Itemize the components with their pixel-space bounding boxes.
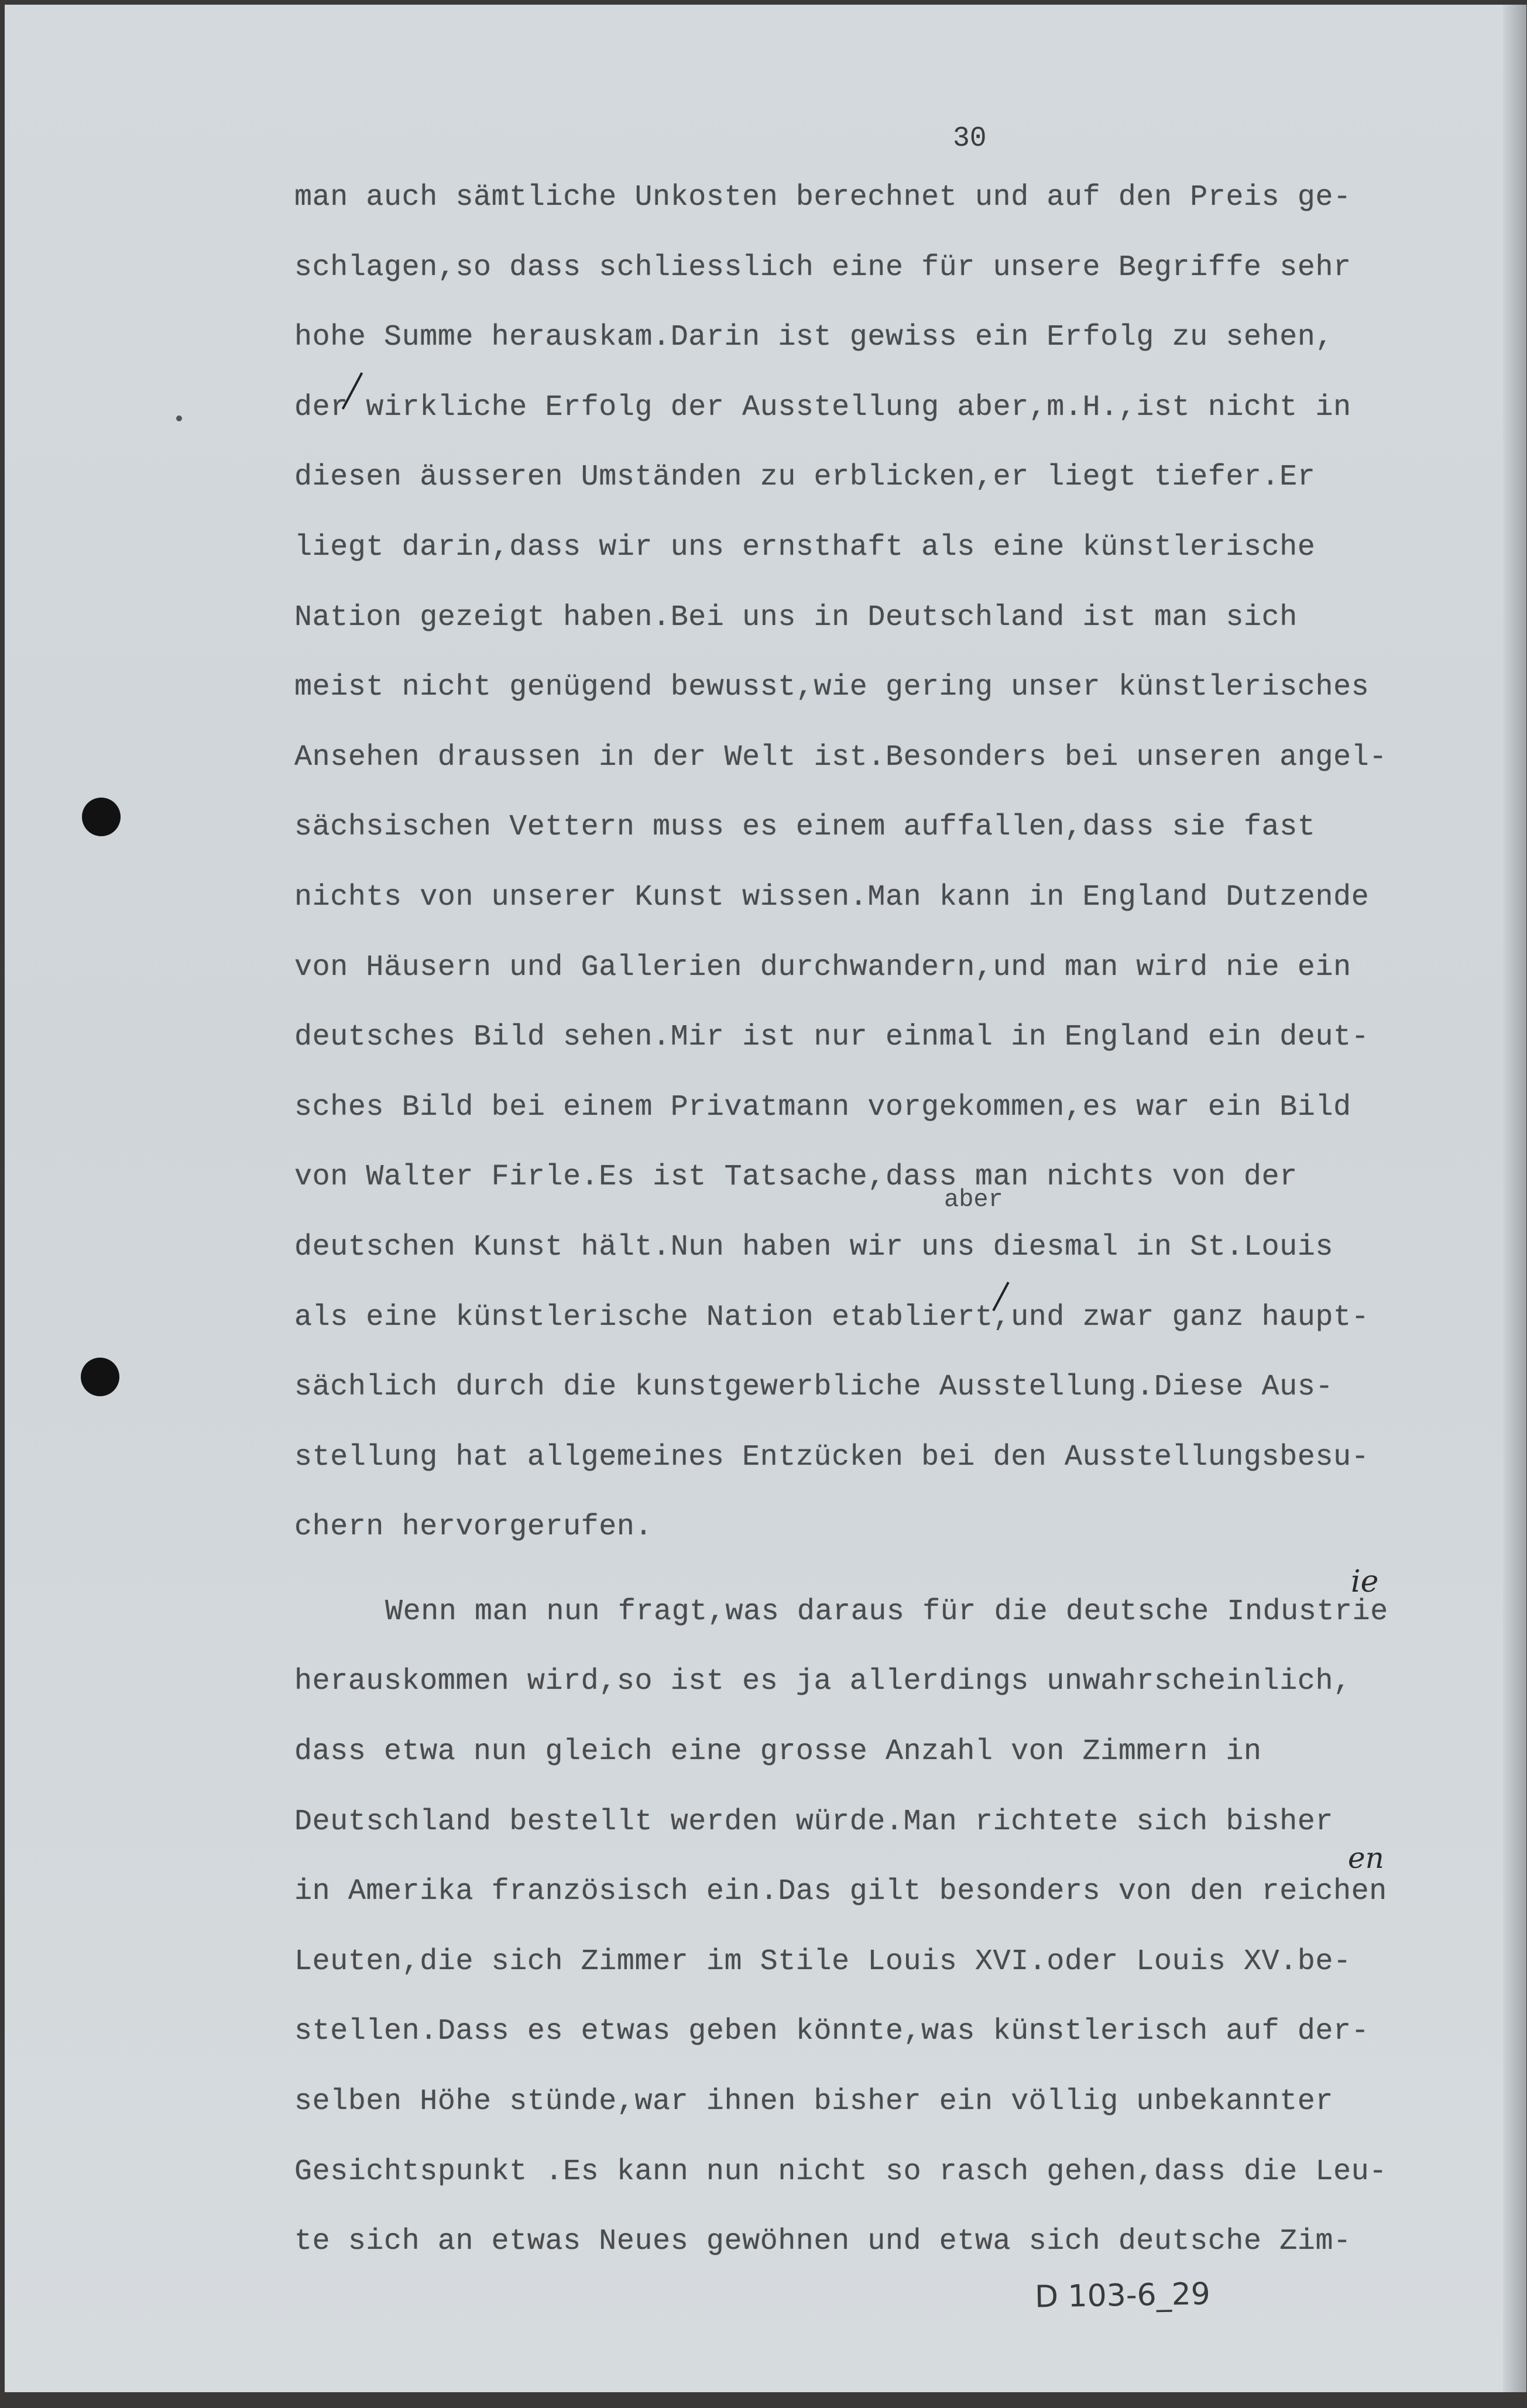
text-line: hohe Summe herauskam.Darin ist gewiss ein Erfolg zu sehen, — [294, 321, 1334, 355]
text-line: chern hervorgerufen. — [294, 1510, 653, 1544]
text-line: deutschen Kunst hält.Nun haben wir uns diesmal in St.Louis — [294, 1230, 1334, 1264]
text-line: sches Bild bei einem Privatmann vorgekommen,es war ein Bild — [294, 1090, 1351, 1124]
text-line: deutsches Bild sehen.Mir ist nur einmal in England ein deut- — [294, 1021, 1370, 1054]
text-line: als eine künstlerische Nation etabliert,und zwar ganz haupt- — [294, 1300, 1370, 1334]
handwritten-en: en — [1348, 1841, 1384, 1875]
paragraph-2 — [294, 1577, 1388, 2277]
text-line: sächsischen Vettern muss es einem auffallen,dass sie fast — [294, 810, 1316, 844]
text-line: stellung hat allgemeines Entzücken bei den Ausstellungsbesu- — [294, 1440, 1370, 1474]
text-line: te sich an etwas Neues gewöhnen und etwa sich deutsche Zim- — [294, 2225, 1351, 2259]
text-line: Wenn man nun fragt,was daraus für die deutsche Industrie — [385, 1595, 1388, 1629]
text-line: dass etwa nun gleich eine grosse Anzahl von Zimmern in — [294, 1735, 1262, 1769]
page-number: 30 — [953, 123, 987, 154]
text-line: in Amerika französisch ein.Das gilt besonders von den reichen — [294, 1875, 1387, 1909]
text-line: diesen äusseren Umständen zu erblicken,er liegt tiefer.Er — [294, 461, 1316, 494]
text-line: stellen.Dass es etwas geben könnte,was künstlerisch auf der- — [294, 2015, 1370, 2049]
text-line: Gesichtspunkt .Es kann nun nicht so rasch gehen,dass die Leu- — [294, 2155, 1387, 2189]
text-line: von Walter Firle.Es ist Tatsache,dass man nichts von der — [294, 1160, 1298, 1194]
text-line: nichts von unserer Kunst wissen.Man kann in England Dutzende — [294, 880, 1370, 914]
text-line: der wirkliche Erfolg der Ausstellung aber,m.H.,ist nicht in — [294, 390, 1351, 424]
handwritten-ie: ie — [1351, 1564, 1379, 1599]
text-line: herauskommen wird,so ist es ja allerdings unwahrscheinlich, — [294, 1665, 1351, 1699]
text-line: Nation gezeigt haben.Bei uns in Deutschland ist man sich — [294, 600, 1298, 634]
punch-hole-upper — [82, 798, 121, 836]
text-line: schlagen,so dass schliesslich eine für unsere Begriffe sehr — [294, 250, 1351, 284]
insertion-aber: aber — [944, 1186, 1003, 1214]
text-line: man auch sämtliche Unkosten berechnet und auf den Preis ge- — [294, 181, 1351, 214]
text-line: selben Höhe stünde,war ihnen bisher ein völlig unbekannter — [294, 2085, 1334, 2119]
text-line: meist nicht genügend bewusst,wie gering unser künstlerisches — [294, 671, 1370, 705]
text-line: Ansehen draussen in der Welt ist.Besonders bei unseren angel- — [294, 740, 1387, 774]
paragraph-1 — [294, 163, 1387, 1562]
punch-hole-lower — [81, 1358, 119, 1396]
document-sheet — [5, 5, 1503, 2392]
text-line: von Häusern und Gallerien durchwandern,und man wird nie ein — [294, 950, 1351, 984]
archive-reference: D 103-6_29 — [1034, 2276, 1211, 2315]
ink-dot — [176, 415, 182, 421]
typed-text-body — [294, 163, 1388, 2277]
page-edge — [1503, 5, 1526, 2392]
text-line: Deutschland bestellt werden würde.Man richtete sich bisher — [294, 1805, 1334, 1839]
text-line: Leuten,die sich Zimmer im Stile Louis XVI.oder Louis XV.be- — [294, 1945, 1351, 1978]
text-line: sächlich durch die kunstgewerbliche Ausstellung.Diese Aus- — [294, 1370, 1334, 1404]
text-line: liegt darin,dass wir uns ernsthaft als eine künstlerische — [294, 530, 1316, 564]
